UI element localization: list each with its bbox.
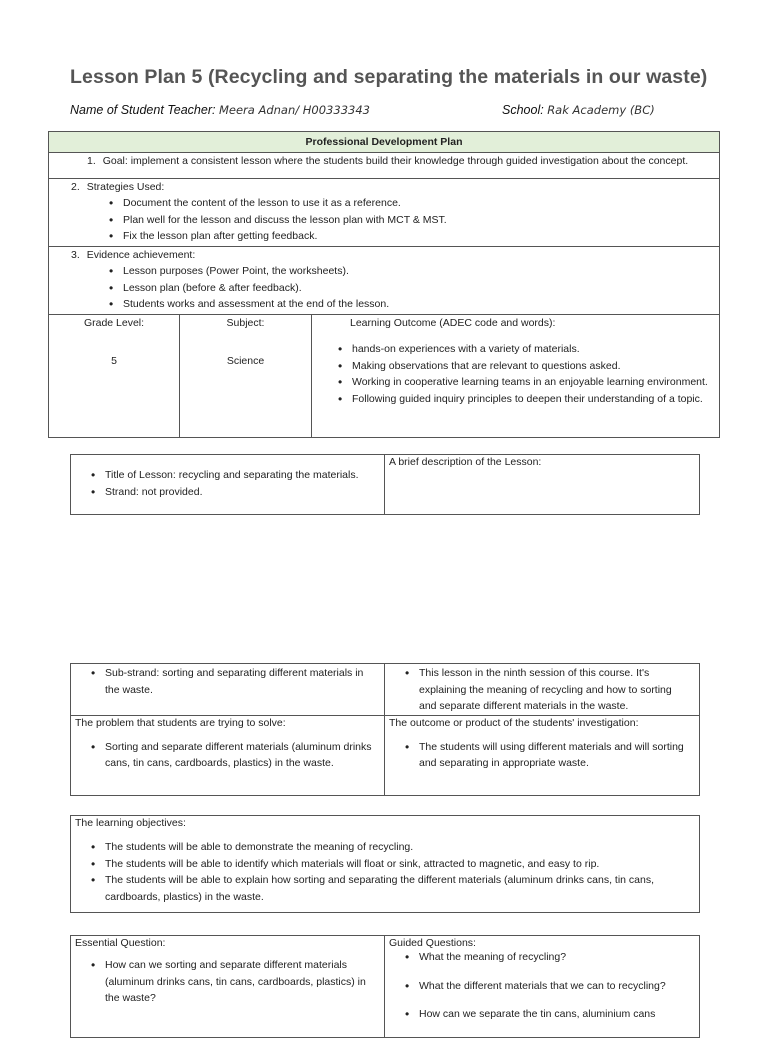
school-label: School: <box>502 103 544 117</box>
list-item: • The students will be able to demonstrate the meaning of recycling. <box>85 839 687 856</box>
list-item: • hands-on experiences with a variety of materials. <box>332 341 719 358</box>
list-item: • The students will using different materials and will sorting and separating in appropriate waste. <box>399 739 687 772</box>
questions-table <box>70 935 700 1038</box>
list-item: • Working in cooperative learning teams in an enjoyable learning environment. <box>332 374 719 391</box>
lesson-title-value: recycling and separating the materials. <box>178 469 359 481</box>
guided-questions-cell <box>385 936 700 1038</box>
essential-question-cell <box>71 936 385 1038</box>
brief-description-cell <box>385 455 700 515</box>
objectives-table <box>70 815 700 913</box>
learning-outcome-header: Learning Outcome (ADEC code and words): <box>350 317 556 329</box>
objectives-cell <box>71 816 700 913</box>
grade-cell <box>49 315 180 438</box>
evidence-row <box>49 247 720 315</box>
list-item: • Sorting and separate different materials (aluminum drinks cans, tin cans, cardboards, plastics) in the waste. <box>85 739 374 772</box>
pdp-table <box>48 131 720 438</box>
strategies-row <box>49 179 720 247</box>
learning-outcome-cell <box>312 315 720 438</box>
brief-description-header: A brief description of the Lesson: <box>389 456 542 468</box>
goal-number: 1. <box>87 155 96 167</box>
goal-row <box>49 153 720 179</box>
list-item <box>85 665 378 698</box>
list-item: • What the different materials that we can to recycling? <box>399 978 699 995</box>
problem-header: The problem that students are trying to solve: <box>75 716 286 729</box>
list-item: • This lesson in the ninth session of this course. It's explaining the meaning of recycling and how to sorting and separate different materials in the waste. <box>399 665 691 715</box>
subject-value: Science <box>226 355 265 367</box>
subject-cell <box>180 315 312 438</box>
list-item <box>85 484 384 501</box>
list-item <box>85 467 384 484</box>
page-title: Lesson Plan 5 (Recycling and separating the materials in our waste) <box>70 66 708 88</box>
evidence-label: Evidence achievement: <box>86 249 196 261</box>
strand-label: Strand: <box>105 485 139 498</box>
subject-header: Subject: <box>226 317 265 329</box>
student-teacher-label: Name of Student Teacher: <box>70 103 216 117</box>
objectives-list <box>85 839 699 905</box>
lesson-details-table <box>70 663 700 796</box>
goal-text: implement a consistent lesson where the students build their knowledge through guided investigation about the concept. <box>130 155 689 167</box>
list-item: • Document the content of the lesson to use it as a reference. <box>103 195 719 212</box>
evidence-number: 3. <box>71 249 80 261</box>
pdp-header: Professional Development Plan <box>49 132 720 153</box>
school-value: Rak Academy (BC) <box>547 103 655 117</box>
brief-text-cell <box>385 664 700 716</box>
learning-outcome-list <box>332 341 719 407</box>
list-item: • Students works and assessment at the end of the lesson. <box>103 296 719 313</box>
list-item: • Making observations that are relevant to questions asked. <box>332 358 719 375</box>
list-item: • What the meaning of recycling? <box>399 949 699 966</box>
lesson-title-table <box>70 454 700 515</box>
list-item: • The students will be able to explain how sorting and separating the different materials (aluminum drinks cans, tin cans, cardboards, plastics) in the waste. <box>85 872 687 905</box>
student-teacher-line <box>70 103 370 117</box>
list-item: • Plan well for the lesson and discuss the lesson plan with MCT & MST. <box>103 212 719 229</box>
problem-cell <box>71 715 385 795</box>
substrand-cell <box>71 664 385 716</box>
product-cell <box>385 715 700 795</box>
list-item: • Following guided inquiry principles to deepen their understanding of a topic. <box>332 391 719 408</box>
essential-question-header: Essential Question: <box>75 937 166 949</box>
list-item: • The students will be able to identify which materials will float or sink, attracted to magnetic, and easy to rip. <box>85 856 687 873</box>
substrand-value: sorting and separating different materials in the waste. <box>105 667 364 696</box>
goal-label: Goal: <box>102 155 128 167</box>
school-line <box>502 103 655 117</box>
list-item: • How can we separate the tin cans, aluminium cans <box>399 1006 699 1023</box>
strategies-label: Strategies Used: <box>86 181 165 193</box>
grade-value: 5 <box>111 355 117 367</box>
grade-header: Grade Level: <box>83 317 145 329</box>
strategies-list <box>103 195 719 245</box>
list-item: • Fix the lesson plan after getting feedback. <box>103 228 719 245</box>
list-item: • Lesson purposes (Power Point, the worksheets). <box>103 263 719 280</box>
lesson-title-cell <box>71 455 385 515</box>
list-item: • How can we sorting and separate different materials (aluminum drinks cans, tin cans, cardboards, plastics) in the waste? <box>85 957 374 1007</box>
list-item: • Lesson plan (before & after feedback). <box>103 280 719 297</box>
strand-value: not provided. <box>141 485 203 498</box>
objectives-header: The learning objectives: <box>75 817 186 829</box>
guided-questions-header: Guided Questions: <box>389 937 476 949</box>
product-header: The outcome or product of the students' investigation: <box>389 716 639 729</box>
lesson-title-label: Title of Lesson: <box>105 469 176 481</box>
guided-questions-list <box>399 949 699 1023</box>
strategies-number: 2. <box>71 181 80 193</box>
evidence-list <box>103 263 719 313</box>
student-teacher-value: Meera Adnan/ H00333343 <box>218 103 370 117</box>
substrand-label: Sub-strand: <box>105 667 160 679</box>
